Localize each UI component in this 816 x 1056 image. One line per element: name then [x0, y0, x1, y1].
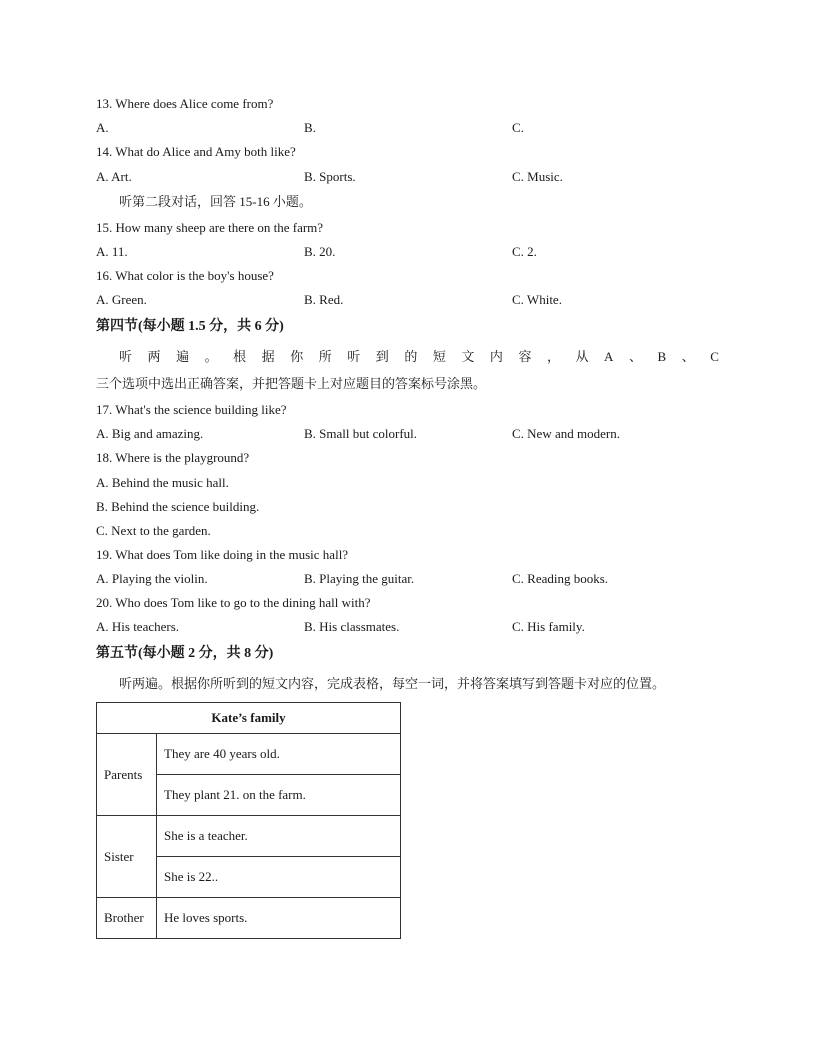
q13-text: 13. Where does Alice come from? — [96, 96, 274, 111]
section4-title: 第四节(每小题 1.5 分，共 6 分) — [96, 319, 284, 334]
table-cell: He loves sports. — [157, 898, 401, 939]
q15-option-c: C. 2. — [512, 244, 537, 259]
instruction-char: 遍 — [176, 349, 190, 364]
q13-option-c: C. — [512, 120, 524, 135]
q17-text: 17. What's the science building like? — [96, 402, 287, 417]
q19-text: 19. What does Tom like doing in the music hall? — [96, 547, 349, 562]
q19-option-b: B. Playing the guitar. — [304, 571, 415, 586]
q13-option-a: A. — [96, 120, 109, 135]
instruction-char: 、 — [628, 349, 642, 364]
kates-family-table — [96, 702, 401, 939]
q18-option-a: A. Behind the music hall. — [96, 475, 229, 490]
q16-option-c: C. White. — [512, 292, 562, 307]
table-cell: They plant 21. on the farm. — [157, 775, 401, 816]
instruction-char: 、 — [681, 349, 695, 364]
instruction-char: C — [710, 349, 719, 364]
q15-option-b: B. 20. — [304, 244, 336, 259]
q17-option-c: C. New and modern. — [512, 426, 620, 441]
q14-text: 14. What do Alice and Amy both like? — [96, 144, 296, 159]
q15-text: 15. How many sheep are there on the farm? — [96, 220, 324, 235]
instruction-char: 容 — [518, 349, 532, 364]
instruction-char: 到 — [375, 349, 389, 364]
q14-option-c: C. Music. — [512, 169, 563, 184]
instruction-char: 所 — [318, 349, 332, 364]
q14-option-b: B. Sports. — [304, 169, 356, 184]
instruction-char: 据 — [261, 349, 275, 364]
instruction-char: 文 — [461, 349, 475, 364]
section5-instruction: 听两遍。根据你所听到的短文内容，完成表格，每空一词，并将答案填写到答题卡对应的位置。 — [119, 676, 666, 691]
instruction-char: 根 — [233, 349, 247, 364]
table-cell: She is a teacher. — [157, 816, 401, 857]
table-cell: They are 40 years old. — [157, 734, 401, 775]
q15-option-a: A. 11. — [96, 244, 128, 259]
q18-option-c: C. Next to the garden. — [96, 523, 211, 538]
instruction-char: A — [604, 349, 614, 364]
instruction-char: 听 — [119, 349, 133, 364]
instruction-char: 听 — [347, 349, 361, 364]
q16-option-b: B. Red. — [304, 292, 344, 307]
q20-option-c: C. His family. — [512, 619, 585, 634]
q16-option-a: A. Green. — [96, 292, 147, 307]
q20-option-b: B. His classmates. — [304, 619, 400, 634]
section4-instruction-line1 — [119, 348, 719, 366]
instruction-char: B — [657, 349, 667, 364]
q13-option-b: B. — [304, 120, 316, 135]
part2-note: 听第二段对话，回答 15-16 小题。 — [119, 194, 312, 209]
instruction-char: 你 — [290, 349, 304, 364]
instruction-char: 。 — [204, 349, 218, 364]
q19-option-c: C. Reading books. — [512, 571, 609, 586]
instruction-char: ， — [546, 349, 560, 364]
q17-option-b: B. Small but colorful. — [304, 426, 418, 441]
q17-option-a: A. Big and amazing. — [96, 426, 204, 441]
instruction-char: 两 — [147, 349, 161, 364]
q18-option-b: B. Behind the science building. — [96, 499, 260, 514]
section5-title: 第五节(每小题 2 分，共 8 分) — [96, 646, 274, 661]
instruction-char: 内 — [489, 349, 503, 364]
q20-text: 20. Who does Tom like to go to the dining hall with? — [96, 595, 371, 610]
instruction-char: 短 — [432, 349, 446, 364]
row-label-sister: Sister — [97, 816, 157, 898]
row-label-brother: Brother — [97, 898, 157, 939]
q20-option-a: A. His teachers. — [96, 619, 180, 634]
instruction-char: 的 — [404, 349, 418, 364]
table-cell: She is 22.. — [157, 857, 401, 898]
q18-text: 18. Where is the playground? — [96, 450, 250, 465]
q14-option-a: A. Art. — [96, 169, 132, 184]
table-title: Kate’s family — [97, 703, 401, 734]
section4-instruction-line2: 三个选项中选出正确答案，并把答题卡上对应题目的答案标号涂黑。 — [96, 376, 487, 391]
row-label-parents: Parents — [97, 734, 157, 816]
instruction-char: 从 — [575, 349, 589, 364]
q16-text: 16. What color is the boy's house? — [96, 268, 274, 283]
q19-option-a: A. Playing the violin. — [96, 571, 208, 586]
